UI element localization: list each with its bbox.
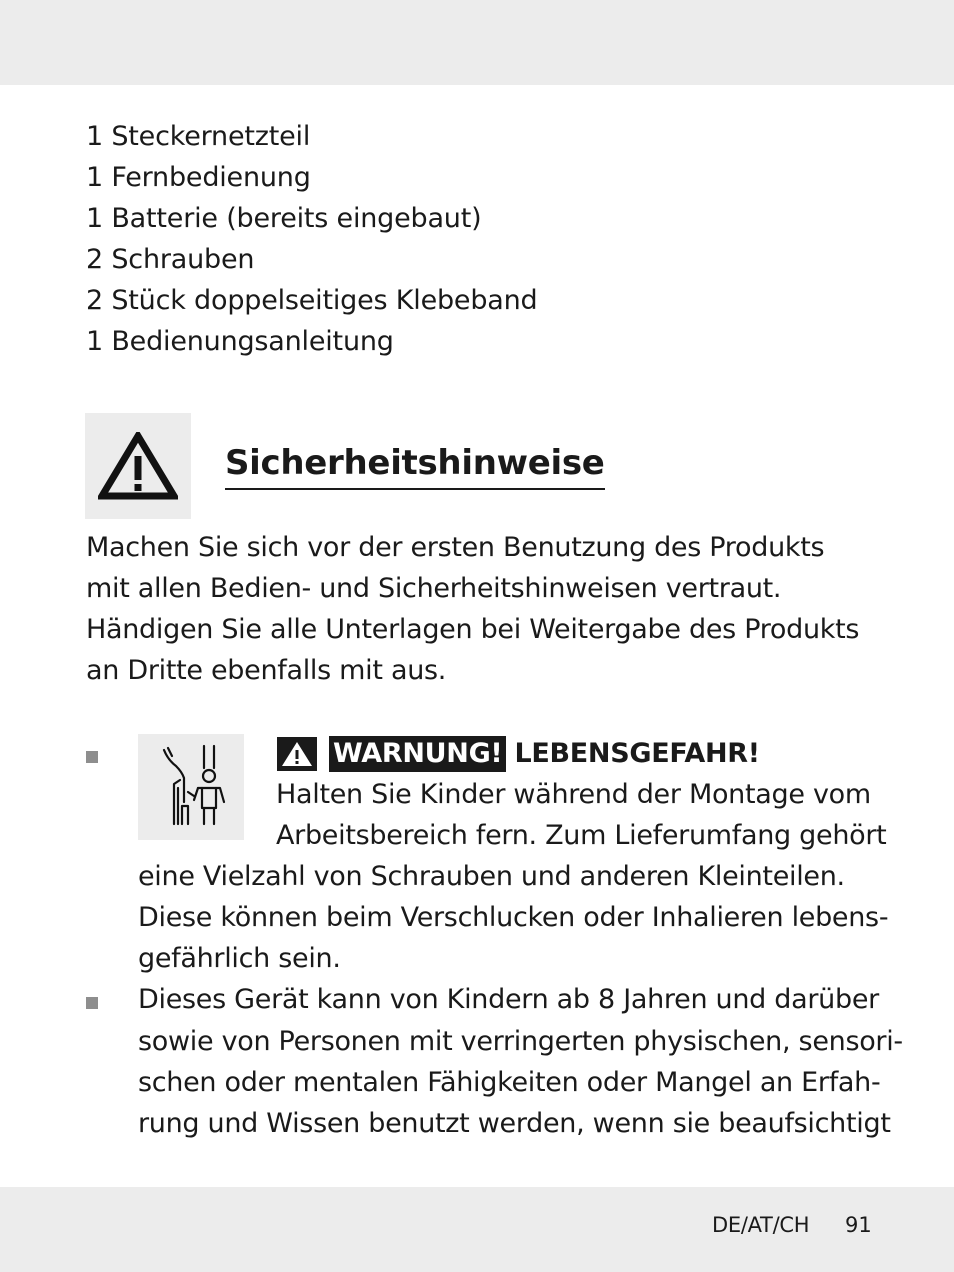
child-safety-icon [138, 734, 244, 840]
list-item: 1 Bedienungsanleitung [86, 326, 394, 357]
bullet-text-line: rung und Wissen benutzt werden, wenn sie beaufsichtigt [138, 1108, 891, 1139]
bullet-text-line: schen oder mentalen Fähigkeiten oder Mangel an Erfah- [138, 1067, 881, 1098]
warning-text-line: Diese können beim Verschlucken oder Inhalieren lebens- [138, 902, 889, 933]
warning-triangle-icon [277, 737, 317, 771]
bullet-text-line: Dieses Gerät kann von Kindern ab 8 Jahren und darüber [138, 984, 879, 1015]
list-item: 2 Schrauben [86, 244, 255, 275]
warning-text-line: eine Vielzahl von Schrauben und anderen Kleinteilen. [138, 861, 845, 892]
danger-label: LEBENSGEFAHR! [514, 738, 760, 769]
bullet-text-line: sowie von Personen mit verringerten physischen, sensori- [138, 1026, 903, 1057]
warning-triangle-icon [85, 413, 191, 519]
list-item: 1 Batterie (bereits eingebaut) [86, 203, 482, 234]
package-contents-list [86, 116, 537, 362]
list-item: 1 Fernbedienung [86, 162, 311, 193]
warning-text-line: gefährlich sein. [138, 943, 341, 974]
page-number: 91 [845, 1213, 872, 1237]
header-band [0, 0, 954, 85]
footer-language-codes: DE/AT/CH [712, 1213, 810, 1237]
section-title: Sicherheitshinweise [225, 438, 605, 490]
bullet-marker [86, 751, 98, 763]
list-item: 2 Stück doppelseitiges Klebeband [86, 285, 538, 316]
list-item: 1 Steckernetzteil [86, 121, 311, 152]
warning-text-line: Halten Sie Kinder während der Montage vom [276, 779, 871, 810]
bullet-marker [86, 997, 98, 1009]
intro-paragraph: Machen Sie sich vor der ersten Benutzung des Produkts mit allen Bedien- und Sicherheitshinweisen vertraut. Händigen Sie alle Unterlagen bei Weitergabe des Produkts an Dritte ebenfalls mit aus. [86, 532, 860, 686]
warning-text-line: Arbeitsbereich fern. Zum Lieferumfang gehört [276, 820, 887, 851]
warning-label: WARNUNG! [329, 736, 506, 772]
warning-heading [277, 733, 760, 774]
footer-band [0, 1187, 954, 1272]
